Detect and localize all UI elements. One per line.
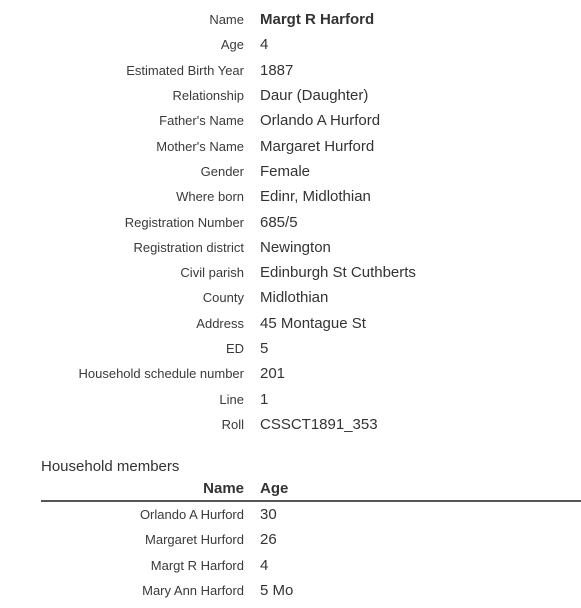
field-row-household-schedule xyxy=(0,361,581,386)
field-row-civil-parish xyxy=(0,260,581,285)
record-details xyxy=(0,7,581,437)
field-row-registration-district xyxy=(0,235,581,260)
field-label: Relationship xyxy=(172,88,244,104)
field-label: Gender xyxy=(200,163,244,179)
household-members-table xyxy=(41,477,581,603)
field-label: Estimated Birth Year xyxy=(126,62,244,78)
table-row xyxy=(41,553,581,578)
household-members-title: Household members xyxy=(41,458,180,475)
field-label: Age xyxy=(220,37,244,53)
column-header-age: Age xyxy=(260,480,289,497)
field-value-age: 4 xyxy=(260,36,269,54)
field-value-county: Midlothian xyxy=(260,289,329,307)
field-value-registration-number: 685/5 xyxy=(260,213,298,231)
field-label: Civil parish xyxy=(180,265,244,281)
field-row-name xyxy=(0,7,581,32)
member-name: Mary Ann Harford xyxy=(142,583,244,599)
field-row-father xyxy=(0,108,581,133)
member-age: 26 xyxy=(260,531,277,549)
field-label: Address xyxy=(196,315,244,331)
field-row-mother xyxy=(0,133,581,158)
field-value-line: 1 xyxy=(260,390,269,408)
field-value-household-schedule: 201 xyxy=(260,365,286,383)
field-value-father: Orlando A Hurford xyxy=(260,112,381,130)
field-row-where-born xyxy=(0,184,581,209)
column-header-name: Name xyxy=(203,480,244,497)
field-label: Name xyxy=(209,12,244,28)
field-label: Mother's Name xyxy=(156,138,244,154)
field-row-ed xyxy=(0,336,581,361)
member-name: Orlando A Hurford xyxy=(139,507,244,523)
field-label: Registration district xyxy=(133,239,244,255)
field-value-gender: Female xyxy=(260,162,311,180)
field-value-address: 45 Montague St xyxy=(260,314,366,332)
field-value-registration-district: Newington xyxy=(260,238,331,256)
field-value-civil-parish: Edinburgh St Cuthberts xyxy=(260,264,416,282)
field-label: Line xyxy=(219,391,244,407)
field-row-line xyxy=(0,386,581,411)
member-age: 30 xyxy=(260,506,277,524)
field-value-where-born: Edinr, Midlothian xyxy=(260,188,371,206)
field-value-relationship: Daur (Daughter) xyxy=(260,87,369,105)
member-name: Margt R Harford xyxy=(150,557,244,573)
field-label: Father's Name xyxy=(159,113,244,129)
table-row xyxy=(41,578,581,603)
table-row xyxy=(41,502,581,527)
field-row-county xyxy=(0,285,581,310)
field-value-ed: 5 xyxy=(260,340,269,357)
field-label: County xyxy=(202,290,244,306)
table-header xyxy=(41,477,581,502)
field-row-address xyxy=(0,311,581,336)
field-value-name: Margt R Harford xyxy=(260,11,375,29)
field-row-birth-year xyxy=(0,58,581,83)
member-age: 5 Mo xyxy=(260,582,294,600)
table-row xyxy=(41,527,581,552)
field-value-birth-year: 1887 xyxy=(260,61,294,79)
field-label: Roll xyxy=(221,416,244,432)
field-row-relationship xyxy=(0,83,581,108)
field-row-gender xyxy=(0,159,581,184)
field-value-roll: CSSCT1891_353 xyxy=(260,415,378,433)
field-label: Where born xyxy=(176,189,244,205)
member-name: Margaret Hurford xyxy=(145,532,244,548)
member-age: 4 xyxy=(260,556,269,574)
field-row-registration-number xyxy=(0,209,581,234)
field-label: Household schedule number xyxy=(78,366,244,382)
field-label: ED xyxy=(225,341,244,356)
field-row-roll xyxy=(0,412,581,437)
field-label: Registration Number xyxy=(124,214,244,230)
field-row-age xyxy=(0,32,581,57)
field-value-mother: Margaret Hurford xyxy=(260,137,375,155)
